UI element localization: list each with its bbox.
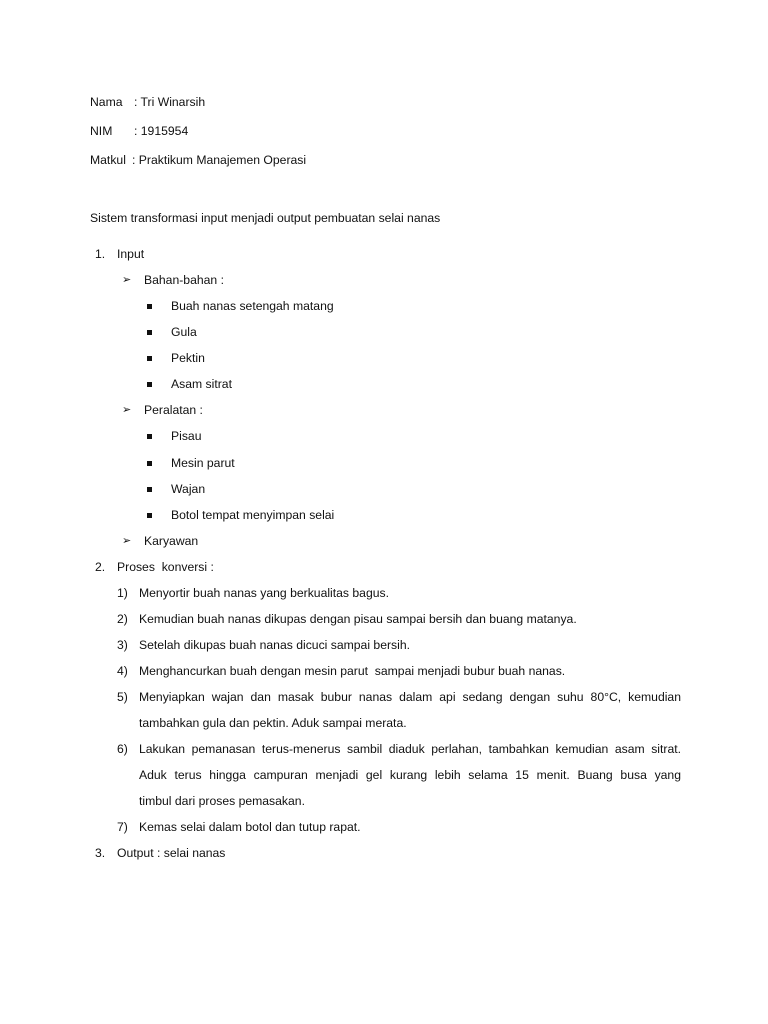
step-number: 5) (117, 690, 128, 704)
section-number: 2. (95, 560, 106, 574)
list-item-text: Pektin (171, 351, 205, 365)
square-bullet-icon (147, 356, 152, 361)
section-title: Output : selai nanas (117, 846, 226, 860)
step-text: Aduk terus hingga campuran menjadi gel kurang lebih selama 15 menit. Buang busa yang (139, 768, 681, 782)
step-number: 6) (117, 742, 128, 756)
step-text: Kemas selai dalam botol dan tutup rapat. (139, 820, 361, 834)
list-item-text: Buah nanas setengah matang (171, 299, 334, 313)
nama-label: Nama (90, 95, 123, 109)
list-item-text: Botol tempat menyimpan selai (171, 508, 335, 522)
square-bullet-icon (147, 461, 152, 466)
section-number: 3. (95, 846, 106, 860)
section-number: 1. (95, 247, 106, 261)
step-number: 4) (117, 664, 128, 678)
step-text: timbul dari proses pemasakan. (139, 794, 305, 808)
square-bullet-icon (147, 513, 152, 518)
arrow-bullet-icon: ➢ (122, 404, 132, 416)
step-text: Setelah dikupas buah nanas dicuci sampai bersih. (139, 638, 411, 652)
bahan-label: Bahan-bahan : (144, 273, 224, 287)
step-text: Menghancurkan buah dengan mesin parut sampai menjadi bubur buah nanas. (139, 664, 566, 678)
peralatan-label: Peralatan : (144, 403, 203, 417)
karyawan-label: Karyawan (144, 534, 199, 548)
square-bullet-icon (147, 434, 152, 439)
step-text: Kemudian buah nanas dikupas dengan pisau sampai bersih dan buang matanya. (139, 612, 577, 626)
list-item-text: Wajan (171, 482, 206, 496)
square-bullet-icon (147, 382, 152, 387)
matkul-label: Matkul (90, 153, 126, 167)
step-text: Menyiapkan wajan dan masak bubur nanas dalam api sedang dengan suhu 80°C, kemudian (139, 690, 681, 704)
step-text: Lakukan pemanasan terus-menerus sambil diaduk perlahan, tambahkan kemudian asam sitrat. (139, 742, 681, 756)
square-bullet-icon (147, 487, 152, 492)
document-title: Sistem transformasi input menjadi output pembuatan selai nanas (90, 211, 441, 225)
square-bullet-icon (147, 304, 152, 309)
list-item-text: Gula (171, 325, 197, 339)
matkul-value: : Praktikum Manajemen Operasi (132, 153, 307, 167)
nim-value: : 1915954 (134, 124, 189, 138)
list-item-text: Pisau (171, 429, 202, 443)
section-title: Input (117, 247, 145, 261)
list-item-text: Asam sitrat (171, 377, 232, 391)
list-item-text: Mesin parut (171, 456, 235, 470)
step-number: 3) (117, 638, 128, 652)
nama-value: : Tri Winarsih (134, 95, 206, 109)
step-text: tambahkan gula dan pektin. Aduk sampai merata. (139, 716, 407, 730)
arrow-bullet-icon: ➢ (122, 274, 132, 286)
nim-label: NIM (90, 124, 113, 138)
step-number: 7) (117, 820, 128, 834)
section-title: Proses konversi : (117, 560, 214, 574)
square-bullet-icon (147, 330, 152, 335)
step-number: 1) (117, 586, 128, 600)
step-number: 2) (117, 612, 128, 626)
arrow-bullet-icon: ➢ (122, 535, 132, 547)
step-text: Menyortir buah nanas yang berkualitas bagus. (139, 586, 389, 600)
